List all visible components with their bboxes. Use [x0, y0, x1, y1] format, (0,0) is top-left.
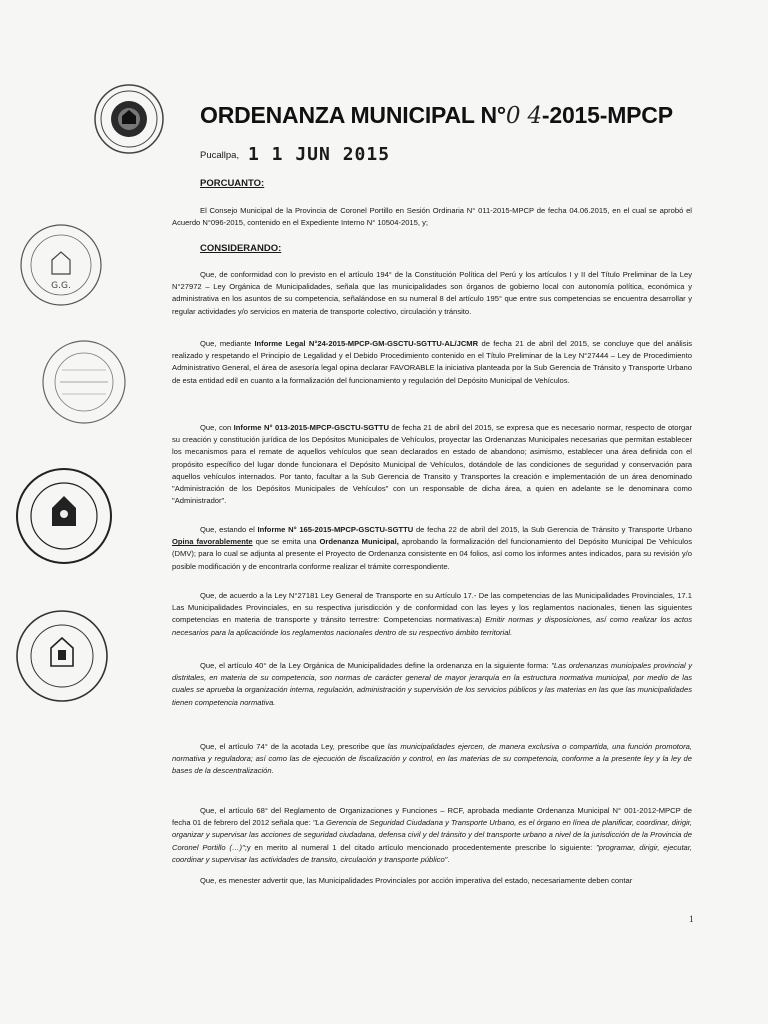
section-heading-porcuanto: PORCUANTO:: [200, 178, 265, 189]
page-number: 1: [689, 914, 694, 924]
paragraph-article-40: Que, el artículo 40° de la Ley Orgánica de Municipalidades define la ordenanza en la siguiente forma: "Las ordenanzas municipales provincial y distritales, en materia de su competencia, son normas de carácter general de mayor jerarquía en la estructura normativa municipal, por medio de las cuales se aprueba la organización interna, regulación, administración y supervisión de los servicios públicos y las materias en las que las municipalidades tienen competencia normativa.: [172, 661, 692, 707]
ordinance-number-handwritten: 0 4: [505, 103, 542, 129]
municipal-emblem-seal: [92, 82, 166, 156]
paragraph-constitution: Que, de conformidad con lo previsto en el artículo 194° de la Constitución Política del Perú y los artículos I y II del Título Preliminar de la Ley N°27972 – Ley Orgánica de Municipalidades, señala que las municipalidades son órganos de gobierno local con autonomía política, económica y administrativa en los asuntos de su competencia, señalándose en su numeral 8 del artículo 195° que entre sus competencias se encuentra desarrollar y regular actividades y/o servicios en materia de transporte colectivo, circulación y tránsito.: [172, 270, 692, 316]
report-165-reference: Informe N° 165-2015-MPCP-GSCTU-SGTTU: [257, 525, 414, 534]
legal-report-reference: Informe Legal N°24-2015-MPCP-GM-GSCTU-SGTTU-AL/JCMR: [254, 339, 479, 348]
paragraph-article-74: Que, el artículo 74° de la acotada Ley, prescribe que las municipalidades ejercen, de manera exclusiva o compartida, una función promotora, normativa y reguladora; así como las de ejecución de fiscalización y control, en las materias de su competencia, conforme a la presente ley y la ley de bases de la descentralización.: [172, 742, 692, 776]
paragraph-article-68: Que, el artículo 68° del Reglamento de Organizaciones y Funciones – RCF, aprobada mediante Ordenanza Municipal N° 001-2012-MPCP de fecha 01 de febrero del 2012 señala que: "La Gerencia de Seguridad Ciudadana y Transporte Urbano, es el órgano en línea de planificar, coordinar, dirigir, organizar y supervisar las acciones de seguridad ciudadana, defensa civil y del tránsito y del transporte urbano a nivel de la jurisdicción de la Provincia de Coronel Portillo (…)";y en merito al numeral 1 del citado artículo mencionado procedentemente prescribe lo siguiente: "programar, dirigir, ejecutar, coordinar y supervisar las actividades de transito, circulación y transporte público".: [172, 806, 693, 864]
paragraph-council-session: El Consejo Municipal de la Provincia de Coronel Portillo en Sesión Ordinaria N° 011-2015-MPCP de fecha 04.06.2015, en el cual se aprobó el Acuerdo N°096-2015, contenido en el Expediente Interno N° 10504-2015, y;: [172, 206, 692, 228]
date-stamp: 1 1 JUN 2015: [248, 144, 391, 165]
secretary-seal: [18, 222, 104, 308]
paragraph-transport-law: Que, de acuerdo a la Ley N°27181 Ley General de Transporte en su Artículo 17.- De las competencias de las Municipalidades Provinciales, 17.1 Las Municipalidades Provinciales, en su respectiva jurisdicción y de conformidad con las leyes y los reglamentos nacionales, tienen las siguientes competencias en materia de transporte y tránsito terrestre: Competencias normativas:a) Emitir normas y disposiciones, así como realizar los actos necesarios para la aplicaciónde los reglamentos nacionales dentro de su respectivo ámbito territorial.: [172, 591, 692, 637]
ordinance-title: [200, 102, 673, 129]
municipal-management-seal: [14, 466, 114, 566]
paragraph-report-013: Que, con Informe N° 013-2015-MPCP-GSCTU-SGTTU de fecha 21 de abril del 2015, se expresa que es necesario normar, respecto de otorgar su creación y constitución jurídica de los Depósitos Municipales de Vehículos, proyectar las Ordenanzas Municipales necesarias que permitan establecer los mecanismos para el remate de aquellos vehículos que sean declarados en estado de abandono; asimismo, establecer una área definida con el propósito específico del lugar donde funcionara el Depósito Municipal de Vehículos, dotándole de las condiciones de seguridad y conservación para aquellos vehículos internados. Por tanto, facultar a la Sub Gerencia de Transito y Transportes la creación e implementación de un área denominado "Administración de los Depósitos Municipales de Vehículos" con un responsable de dicha área, a quien en adelante se le denominara como "Administrador".: [172, 423, 693, 506]
legal-advisory-seal: [40, 338, 128, 426]
paragraph-report-165: Que, estando el Informe N° 165-2015-MPCP-GSCTU-SGTTU de fecha 22 de abril del 2015, la Sub Gerencia de Tránsito y Transporte Urbano Opina favorablemente que se emita una Ordenanza Municipal, aprobando la formalización del funcionamiento del Depósito Municipal De Vehículos (DMV); para lo cual se adjunta al presente el Proyecto de Ordenanza consistente en 04 folios, así como los informes antes indicados, para su revisión y/o posible modificación y de encontrarla conforme realizar el trámite correspondiente.: [172, 525, 693, 571]
municipal-mayor-seal: [14, 608, 110, 704]
paragraph-provincial-municipalities: Que, es menester advertir que, las Municipalidades Provinciales por acción imperativa del estado, necesariamente deben contar: [200, 876, 633, 885]
place-label: Pucallpa,: [200, 150, 240, 161]
report-013-reference: Informe N° 013-2015-MPCP-GSCTU-SGTTU: [233, 423, 389, 432]
section-heading-considerando: CONSIDERANDO:: [200, 243, 282, 254]
title-prefix: ORDENANZA MUNICIPAL N°: [200, 102, 506, 128]
paragraph-legal-report: Que, mediante Informe Legal N°24-2015-MPCP-GM-GSCTU-SGTTU-AL/JCMR de fecha 21 de abril del 2015, se concluye que del análisis realizado y respetando el Principio de Legalidad y el Debido Procedimiento contenido en el Título Preliminar de la Ley N°27444 – Ley de Procedimiento Administrativo General, el área de asesoría legal opina declarar FAVORABLE la iniciativa planteada por la Sub Gerencia de Tránsito y Transporte Urbano de esta entidad edil en cuanto a la formalización del funcionamiento y regulación del Depósito Municipal de Vehículos.: [172, 339, 693, 385]
title-suffix: -2015-MPCP: [541, 102, 673, 128]
svg-text:G.G.: G.G.: [51, 281, 71, 291]
